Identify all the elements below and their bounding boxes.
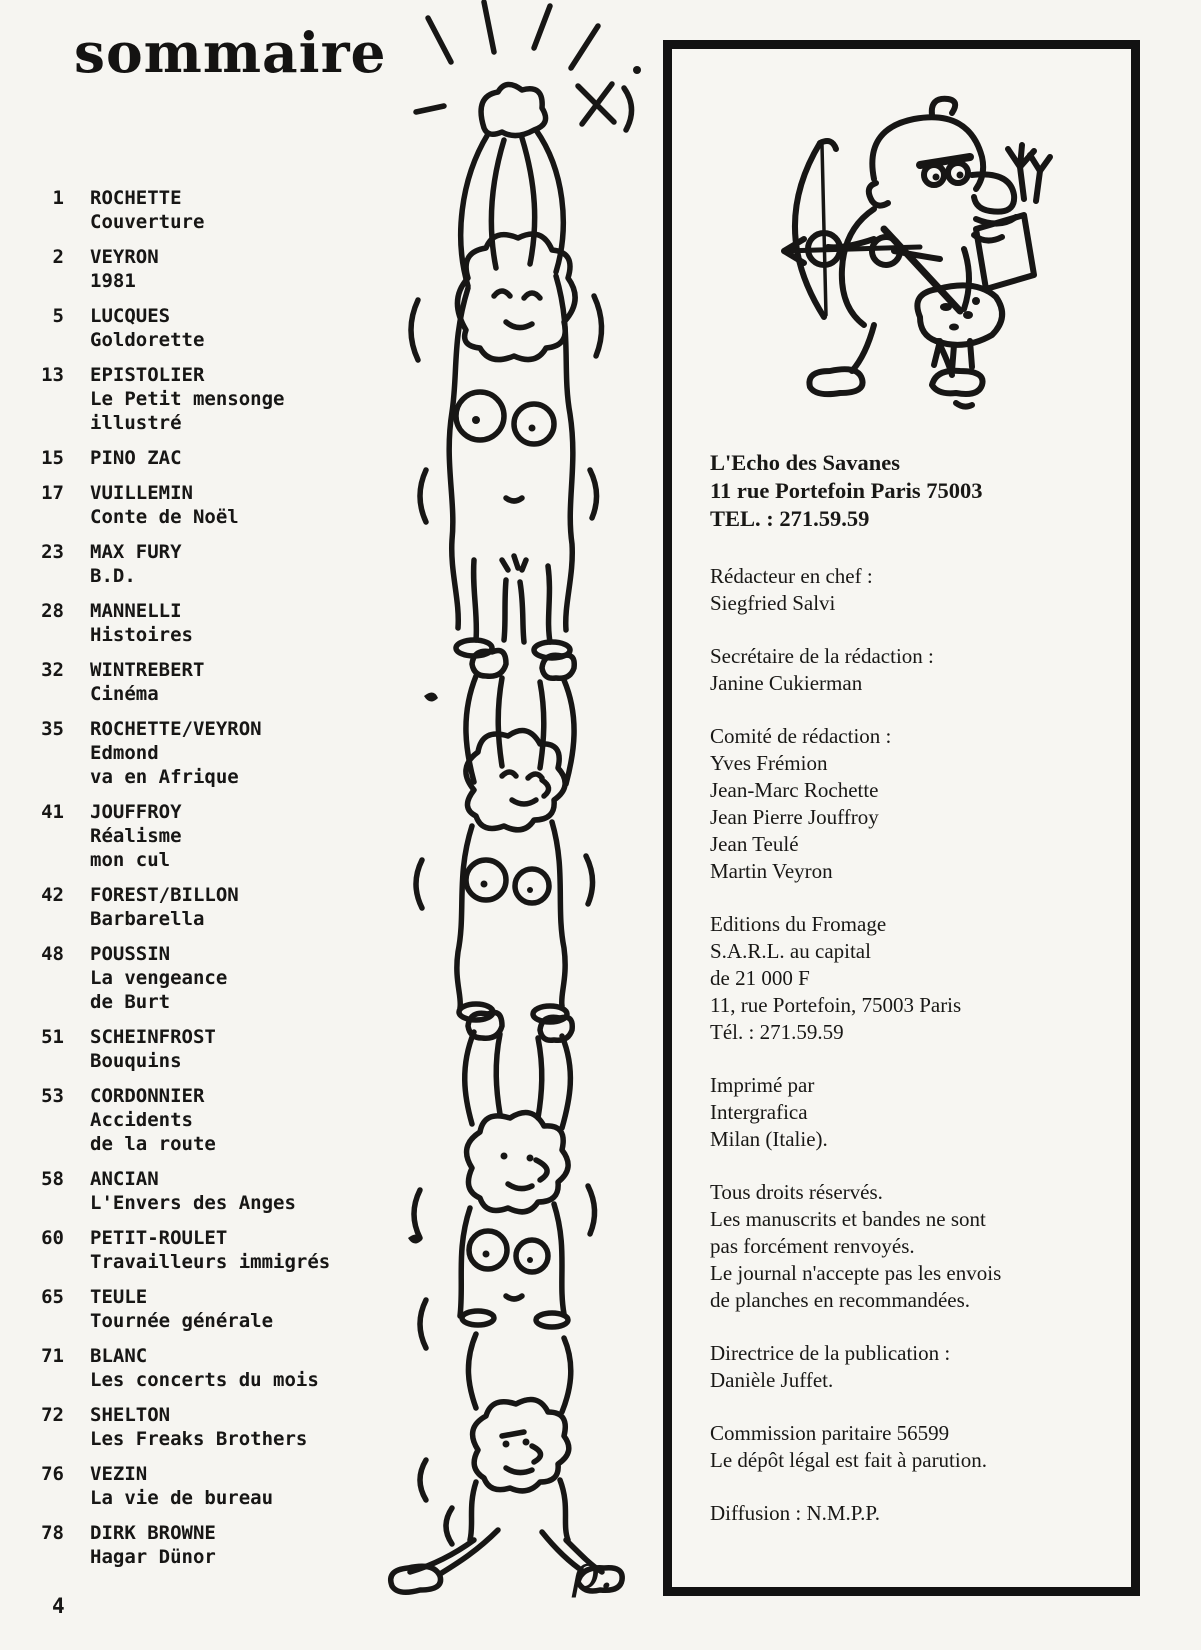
toc-page-number: 35 xyxy=(41,718,64,740)
toc-entry xyxy=(18,1084,370,1156)
toc-entry xyxy=(18,1285,370,1333)
toc-entry-text xyxy=(90,1344,370,1392)
toc-subtitle: Goldorette xyxy=(90,329,205,351)
toc-page-number: 42 xyxy=(41,884,64,906)
toc-author: PINO ZAC xyxy=(90,447,182,469)
toc-subtitle: de Burt xyxy=(90,991,171,1013)
toc-author: MAX FURY xyxy=(90,541,182,563)
toc-entry-text xyxy=(90,942,370,1014)
toc-entry-text xyxy=(90,1403,370,1451)
masthead-header-line: L'Echo des Savanes xyxy=(710,450,901,475)
toc-page-number: 13 xyxy=(41,364,64,386)
toc-subtitle: Les Freaks Brothers xyxy=(90,1428,308,1450)
toc-author: CORDONNIER xyxy=(90,1085,205,1107)
masthead-line: Milan (Italie). xyxy=(710,1127,828,1151)
toc-entry-text xyxy=(90,186,370,234)
toc-author: ROCHETTE/VEYRON xyxy=(90,718,262,740)
toc-author: POUSSIN xyxy=(90,943,171,965)
toc-page-number: 1 xyxy=(52,187,64,209)
toc-entry-text xyxy=(90,446,370,470)
toc-author: PETIT-ROULET xyxy=(90,1227,228,1249)
toc-entry-text xyxy=(90,1167,370,1215)
masthead-line: Editions du Fromage xyxy=(710,912,887,936)
toc-entry-text xyxy=(90,1025,370,1073)
masthead-blocks xyxy=(710,563,1118,1527)
masthead-line: Jean-Marc Rochette xyxy=(710,778,879,802)
toc-page-number: 60 xyxy=(41,1227,64,1249)
masthead-box xyxy=(663,40,1140,1596)
masthead-line: de planches en recommandées. xyxy=(710,1288,971,1312)
masthead-line: Siegfried Salvi xyxy=(710,591,836,615)
toc-page-number: 51 xyxy=(41,1026,64,1048)
toc-subtitle: 1981 xyxy=(90,270,136,292)
toc-entry xyxy=(18,883,370,931)
toc-page-number: 28 xyxy=(41,600,64,622)
toc-entry-text xyxy=(90,245,370,293)
toc-subtitle: va en Afrique xyxy=(90,766,239,788)
toc-entry xyxy=(18,1344,370,1392)
toc-author: LUCQUES xyxy=(90,305,171,327)
masthead-line: Janine Cukierman xyxy=(710,671,863,695)
toc-subtitle: Tournée générale xyxy=(90,1310,274,1332)
masthead-text xyxy=(710,449,1118,1553)
toc-entry-text xyxy=(90,304,370,352)
toc-subtitle: Accidents xyxy=(90,1109,193,1131)
masthead-line: Comité de rédaction : xyxy=(710,724,892,748)
masthead-line: Jean Pierre Jouffroy xyxy=(710,805,879,829)
masthead-block xyxy=(710,1420,1118,1474)
toc-entry-text xyxy=(90,883,370,931)
toc-entry xyxy=(18,1025,370,1073)
toc-page-number: 58 xyxy=(41,1168,64,1190)
toc-page-number: 5 xyxy=(52,305,64,327)
toc-entry-text xyxy=(90,599,370,647)
toc-page-number: 76 xyxy=(41,1463,64,1485)
toc-author: VEYRON xyxy=(90,246,159,268)
masthead-block xyxy=(710,1340,1118,1394)
toc-entry-text xyxy=(90,1462,370,1510)
toc-entry-text xyxy=(90,717,370,789)
toc-entry-text xyxy=(90,658,370,706)
toc-author: TEULE xyxy=(90,1286,148,1308)
toc-entry-text xyxy=(90,1084,370,1156)
toc-page-number: 2 xyxy=(52,246,64,268)
toc-page-number: 53 xyxy=(41,1085,64,1107)
masthead-line: Yves Frémion xyxy=(710,751,828,775)
toc-entry-text xyxy=(90,363,370,435)
masthead-header-line: TEL. : 271.59.59 xyxy=(710,506,870,531)
masthead-line: Martin Veyron xyxy=(710,859,833,883)
toc-entry-text xyxy=(90,1285,370,1333)
toc-entry xyxy=(18,1226,370,1274)
toc-entry xyxy=(18,717,370,789)
toc-subtitle: La vengeance xyxy=(90,967,228,989)
masthead-line: Intergrafica xyxy=(710,1100,808,1124)
masthead-line: Jean Teulé xyxy=(710,832,799,856)
masthead-line: Le dépôt légal est fait à parution. xyxy=(710,1448,987,1472)
toc-entry xyxy=(18,1403,370,1451)
toc-subtitle: Les concerts du mois xyxy=(90,1369,319,1391)
toc-page-number: 65 xyxy=(41,1286,64,1308)
toc-entry xyxy=(18,1521,370,1569)
toc-subtitle: Travailleurs immigrés xyxy=(90,1251,331,1273)
toc-subtitle: Cinéma xyxy=(90,683,159,705)
toc-subtitle: Hagar Dünor xyxy=(90,1546,216,1568)
masthead-block xyxy=(710,1072,1118,1153)
masthead-line: Imprimé par xyxy=(710,1073,815,1097)
toc-subtitle: mon cul xyxy=(90,849,171,871)
artist-signature: ρ. xyxy=(572,1545,614,1599)
toc-author: VUILLEMIN xyxy=(90,482,193,504)
toc-page-number: 32 xyxy=(41,659,64,681)
toc-subtitle: Barbarella xyxy=(90,908,205,930)
toc-subtitle: L'Envers des Anges xyxy=(90,1192,296,1214)
masthead-line: 11, rue Portefoin, 75003 Paris xyxy=(710,993,962,1017)
toc-author: VEZIN xyxy=(90,1463,148,1485)
toc-entry xyxy=(18,658,370,706)
toc-subtitle: illustré xyxy=(90,412,182,434)
acrobat-tower-illustration xyxy=(356,0,646,1650)
toc-entry xyxy=(18,942,370,1014)
masthead-line: S.A.R.L. au capital xyxy=(710,939,871,963)
toc-page-number: 17 xyxy=(41,482,64,504)
toc-entry xyxy=(18,1167,370,1215)
toc-author: MANNELLI xyxy=(90,600,182,622)
masthead-line: Danièle Juffet. xyxy=(710,1368,834,1392)
toc-page-number: 71 xyxy=(41,1345,64,1367)
toc-subtitle: B.D. xyxy=(90,565,136,587)
toc-subtitle: de la route xyxy=(90,1133,216,1155)
toc-author: BLANC xyxy=(90,1345,148,1367)
toc-author: SCHEINFROST xyxy=(90,1026,216,1048)
toc-page-number: 78 xyxy=(41,1522,64,1544)
masthead-line: Secrétaire de la rédaction : xyxy=(710,644,934,668)
masthead-line: Le journal n'accepte pas les envois xyxy=(710,1261,1002,1285)
page-title: sommaire xyxy=(74,20,387,85)
masthead-block xyxy=(710,911,1118,1046)
masthead-line: Tous droits réservés. xyxy=(710,1180,883,1204)
toc-entry xyxy=(18,186,370,234)
masthead-line: Commission paritaire 56599 xyxy=(710,1421,950,1445)
toc-page-number: 15 xyxy=(41,447,64,469)
masthead-line: Rédacteur en chef : xyxy=(710,564,873,588)
toc-page-number: 48 xyxy=(41,943,64,965)
toc-entry xyxy=(18,800,370,872)
masthead-line: Tél. : 271.59.59 xyxy=(710,1020,844,1044)
toc-author: ROCHETTE xyxy=(90,187,182,209)
toc-entry-text xyxy=(90,800,370,872)
toc-entry-text xyxy=(90,481,370,529)
toc-subtitle: Couverture xyxy=(90,211,205,233)
toc-subtitle: Histoires xyxy=(90,624,193,646)
toc-subtitle: Conte de Noël xyxy=(90,506,239,528)
masthead-line: de 21 000 F xyxy=(710,966,810,990)
masthead-block xyxy=(710,1179,1118,1314)
masthead-header xyxy=(710,449,1118,533)
toc-author: ANCIAN xyxy=(90,1168,159,1190)
masthead-block xyxy=(710,1500,1118,1527)
toc-entry xyxy=(18,245,370,293)
toc-subtitle: Bouquins xyxy=(90,1050,182,1072)
toc-list xyxy=(18,186,370,1580)
masthead-line: Directrice de la publication : xyxy=(710,1341,951,1365)
toc-entry-text xyxy=(90,1226,370,1274)
archer-illustration xyxy=(724,79,1074,419)
masthead-block xyxy=(710,643,1118,697)
masthead-block xyxy=(710,723,1118,885)
toc-page-number: 23 xyxy=(41,541,64,563)
toc-author: SHELTON xyxy=(90,1404,171,1426)
toc-author: DIRK BROWNE xyxy=(90,1522,216,1544)
toc-subtitle: Réalisme xyxy=(90,825,182,847)
masthead-line: pas forcément renvoyés. xyxy=(710,1234,915,1258)
toc-entry xyxy=(18,540,370,588)
toc-entry xyxy=(18,599,370,647)
toc-entry xyxy=(18,1462,370,1510)
toc-page-number: 41 xyxy=(41,801,64,823)
toc-entry xyxy=(18,363,370,435)
toc-entry xyxy=(18,481,370,529)
toc-author: WINTREBERT xyxy=(90,659,205,681)
toc-subtitle: Edmond xyxy=(90,742,159,764)
toc-entry-text xyxy=(90,540,370,588)
masthead-block xyxy=(710,563,1118,617)
toc-subtitle: La vie de bureau xyxy=(90,1487,274,1509)
toc-author: EPISTOLIER xyxy=(90,364,205,386)
toc-author: JOUFFROY xyxy=(90,801,182,823)
toc-author: FOREST/BILLON xyxy=(90,884,239,906)
toc-page-number: 72 xyxy=(41,1404,64,1426)
folio-page-number: 4 xyxy=(52,1594,65,1618)
masthead-line: Les manuscrits et bandes ne sont xyxy=(710,1207,986,1231)
masthead-line: Diffusion : N.M.P.P. xyxy=(710,1501,880,1525)
toc-subtitle: Le Petit mensonge xyxy=(90,388,285,410)
toc-entry xyxy=(18,446,370,470)
toc-entry-text xyxy=(90,1521,370,1569)
masthead-header-line: 11 rue Portefoin Paris 75003 xyxy=(710,478,983,503)
toc-entry xyxy=(18,304,370,352)
